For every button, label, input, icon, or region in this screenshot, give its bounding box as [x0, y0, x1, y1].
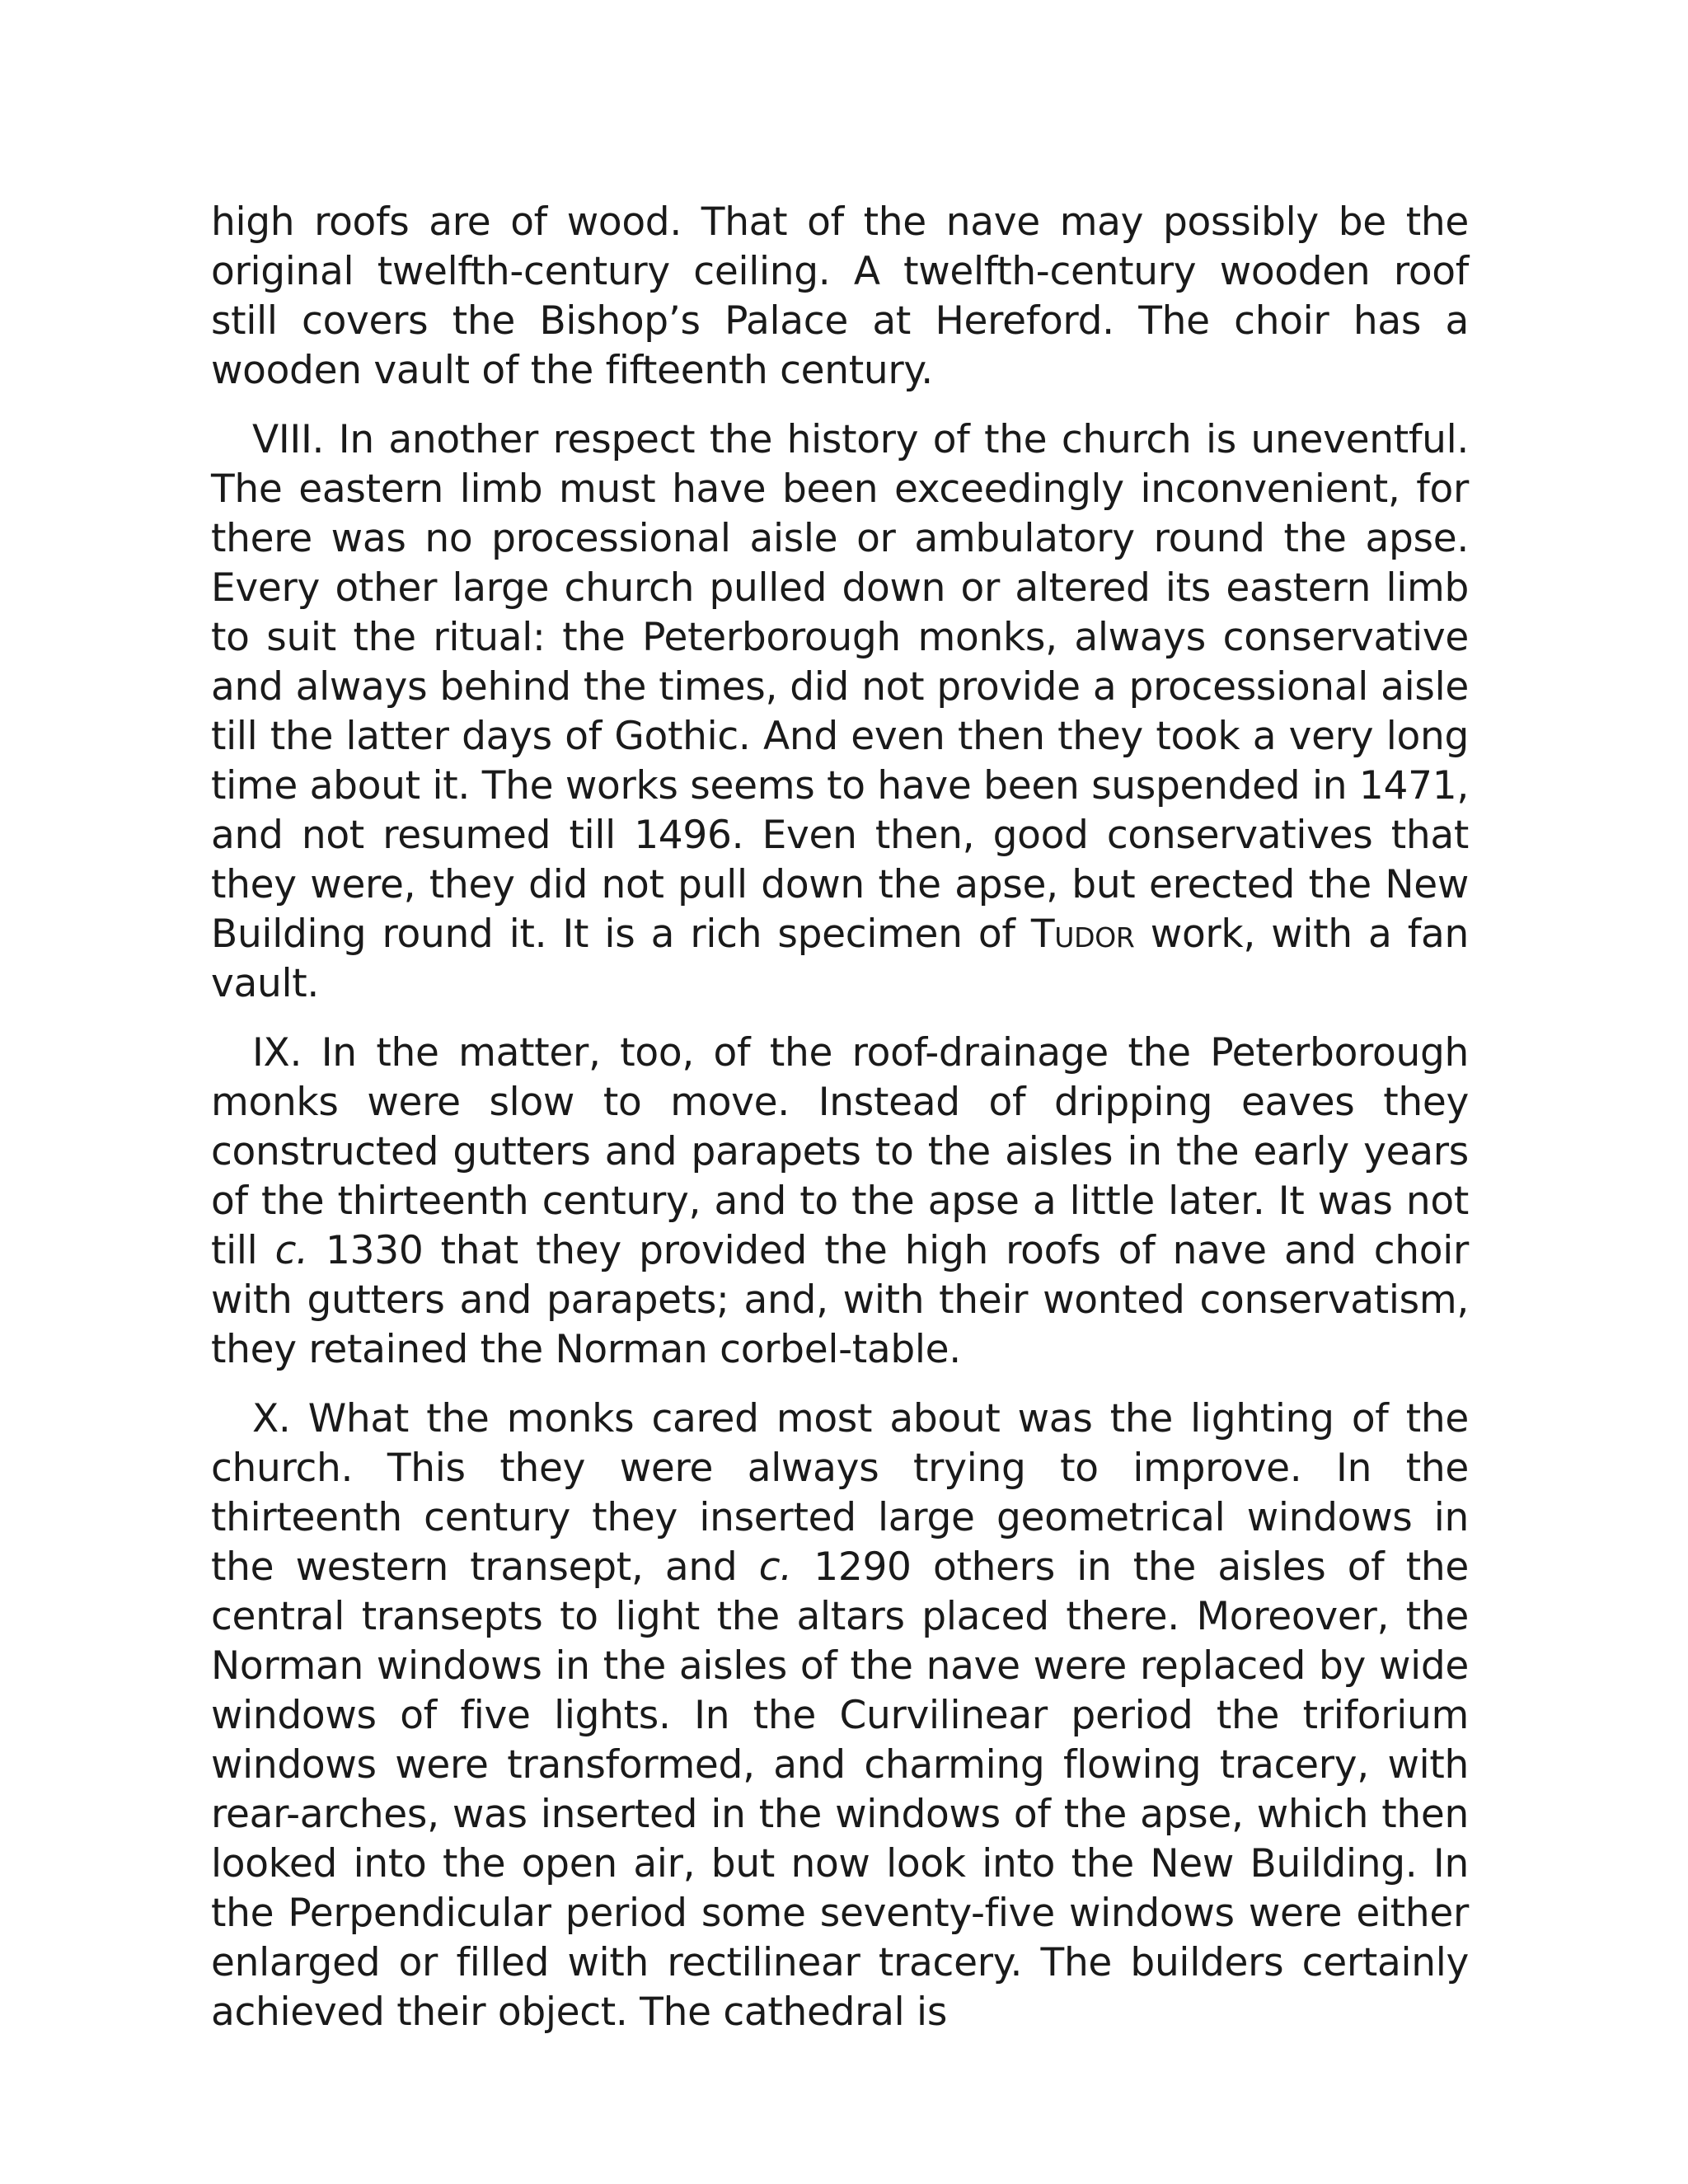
- paragraph-viii-tail: work, with a fan vault.: [211, 912, 1469, 1006]
- paragraph-roofs: high roofs are of wood. That of the nave may possibly be the original twelfth-century ceiling. A twelfth-century wooden roof still covers the Bishop’s Palace at Hereford. The choir has a wooden vault of the fifteenth century.: [211, 199, 1469, 393]
- document-page: [211, 198, 1469, 2057]
- paragraph-x: [211, 1394, 1469, 2037]
- paragraph-viii-text: VIII. In another respect the history of the church is uneventful. The eastern limb must have been exceedingly inconvenient, for there was no processional aisle or ambulatory round the apse. Every other large church pulled down or altered its eastern limb to suit the ritual: the Peterborough monks, always conservative and always behind the times, did not provide a processional aisle till the latter days of Gothic. And even then they took a very long time about it. The works seems to have been suspended in 1471, and not resumed till 1496. Even then, good conservatives that they were, they did not pull down the apse, but erected the New Building round it. It is a rich specimen of: [211, 417, 1469, 957]
- paragraph-ix: [211, 1029, 1469, 1375]
- circa-italic: c.: [758, 1544, 792, 1590]
- paragraph-x-tail: 1290 others in the aisles of the central transepts to light the altars placed there. Moreover, the Norman windows in the aisles of the nave were replaced by wide windows of five lights. In the Curvilinear period the triforium windows were transformed, and charming flowing tracery, with rear-arches, was inserted in the windows of the apse, which then looked into the open air, but now look into the New Building. In the Perpendicular period some seventy-five windows were either enlarged or filled with rectilinear tracery. The builders certainly achieved their object. The cathedral is: [211, 1544, 1469, 2035]
- paragraph-x-text: X. What the monks cared most about was the lighting of the church. This they were always trying to improve. In the thirteenth century they inserted large geometrical windows in the western transept, and: [211, 1396, 1469, 1590]
- paragraph-ix-text: IX. In the matter, too, of the roof-drainage the Peterborough monks were slow to move. Instead of dripping eaves they constructed gutters and parapets to the aisles in the early years of the thirteenth century, and to the apse a little later. It was not till: [211, 1030, 1469, 1273]
- tudor-smallcaps: Tudor: [1030, 912, 1135, 957]
- circa-italic: c.: [274, 1228, 308, 1273]
- paragraph-viii: [211, 415, 1469, 1009]
- paragraph-ix-tail: 1330 that they provided the high roofs of nave and choir with gutters and parapets; and, with their wonted conservatism, they retained the Norman corbel-table.: [211, 1228, 1469, 1372]
